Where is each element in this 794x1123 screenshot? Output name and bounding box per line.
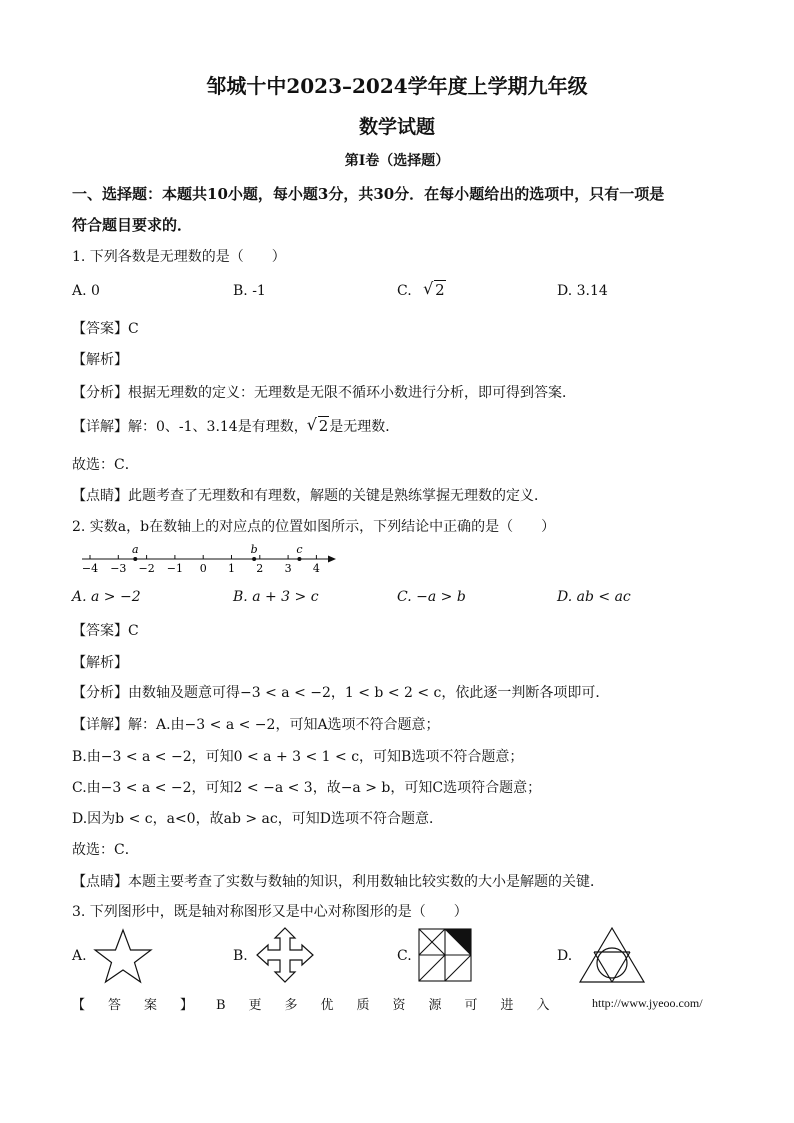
sqrt-symbol	[424, 281, 446, 299]
q1-option-c-prefix: C.	[397, 283, 412, 299]
number-line-tick-label: 1	[228, 562, 235, 575]
star-outline	[95, 930, 151, 982]
q3-option-d: D.	[557, 948, 573, 964]
number-line-point-c	[297, 557, 301, 561]
triangle-grid-figure	[418, 928, 472, 982]
source-url-link[interactable]: http://www.jyeoo.com/	[592, 996, 703, 1010]
number-line-tick-label: −1	[166, 562, 184, 575]
q2-detail-4: D.因为b < c，a<0，故ab > ac，可知D选项不符合题意．	[72, 811, 443, 827]
q1-option-c	[397, 281, 446, 299]
q1-answer: 【答案】C	[72, 321, 139, 337]
q3-option-c: C.	[397, 948, 412, 964]
number-line-point-label-a: a	[131, 543, 139, 556]
q2-choose: 故选：C．	[72, 842, 139, 858]
page-subtitle: 数学试题	[358, 116, 435, 138]
q2-stem: 2. 实数a，b在数轴上的对应点的位置如图所示，下列结论中正确的是（ ）	[72, 519, 556, 535]
q1-detail-suffix: 是无理数．	[329, 419, 400, 435]
q2-answer: 【答案】C	[72, 623, 139, 639]
number-line-tick-label: −2	[138, 562, 155, 575]
q3-option-a: A.	[72, 948, 87, 964]
number-line-tick-label: −3	[110, 562, 127, 575]
q1-jiexi: 【解析】	[72, 352, 128, 368]
q3-stem: 3. 下列图形中，既是轴对称图形又是中心对称图形的是（ ）	[72, 904, 468, 920]
q2-fenxi: 【分析】由数轴及题意可得−3 < a < −2，1 < b < 2 < c，依此逐一判断各项即可．	[72, 685, 610, 701]
q1-detail-radicand: 2	[318, 417, 329, 435]
section-heading-line1: 一、选择题：本题共10小题，每小题3分，共30分．在每小题给出的选项中，只有一项是	[72, 185, 665, 203]
q1-option-c-radicand: 2	[435, 281, 445, 299]
q2-option-b: B. a + 3 > c	[233, 589, 319, 605]
number-line-point-label-b: b	[250, 543, 258, 556]
q2-jiexi: 【解析】	[72, 655, 128, 671]
q2-option-a: A. a > −2	[72, 589, 141, 605]
number-line-point-label-c: c	[296, 543, 303, 556]
number-line-point-a	[133, 557, 137, 561]
q1-option-d: D. 3.14	[557, 283, 608, 299]
volume-label: 第I卷（选择题）	[344, 153, 450, 169]
section-heading-line2: 符合题目要求的．	[72, 216, 193, 234]
number-line-figure	[78, 542, 342, 576]
q2-option-d: D. ab < ac	[557, 589, 631, 605]
q2-option-c: C. −a > b	[397, 589, 466, 605]
q3-option-b: B.	[233, 948, 248, 964]
number-line-tick-label: 4	[312, 562, 320, 575]
q2-detail-3: C.由−3 < a < −2，可知2 < −a < 3，故−a > b，可知C选项符合题意；	[72, 780, 542, 796]
q2-detail-1: 【详解】解：A.由−3 < a < −2，可知A选项不符合题意；	[72, 717, 440, 733]
q1-fenxi: 【分析】根据无理数的定义：无理数是无限不循环小数进行分析，即可得到答案．	[72, 385, 576, 401]
cross-arrows-outline	[257, 928, 313, 982]
q1-detail	[72, 416, 399, 436]
outer-triangle	[580, 928, 644, 982]
star-figure	[92, 928, 154, 984]
q1-option-a: A. 0	[72, 283, 100, 299]
number-line-point-b	[252, 557, 256, 561]
q1-stem: 1. 下列各数是无理数的是（ ）	[72, 249, 286, 265]
q1-choose: 故选：C．	[72, 457, 139, 473]
q2-dianjing: 【点睛】本题主要考查了实数与数轴的知识，利用数轴比较实数的大小是解题的关键．	[72, 874, 604, 890]
number-line-tick-label: 2	[256, 562, 264, 575]
number-line-tick-label: 3	[284, 562, 292, 575]
q1-detail-prefix: 【详解】解：0、-1、3.14是有理数，	[72, 419, 308, 435]
q1-option-b: B. -1	[233, 283, 266, 299]
number-line-tick-label: −4	[81, 562, 99, 575]
sqrt-symbol	[308, 417, 330, 435]
q3-answer-line: 【答案】B更多优质资源可进入	[72, 998, 573, 1013]
number-line-tick-label: 0	[199, 562, 207, 575]
q2-detail-2: B.由−3 < a < −2，可知0 < a + 3 < 1 < c，可知B选项不符合题意；	[72, 749, 524, 765]
page-title: 邹城十中2023–2024学年度上学期九年级	[206, 74, 588, 98]
q1-dianjing: 【点睛】此题考查了无理数和有理数，解题的关键是熟练掌握无理数的定义．	[72, 488, 548, 504]
triangle-circle-figure	[578, 926, 646, 984]
number-line-arrow	[328, 556, 336, 563]
cross-arrows-figure	[255, 926, 315, 984]
